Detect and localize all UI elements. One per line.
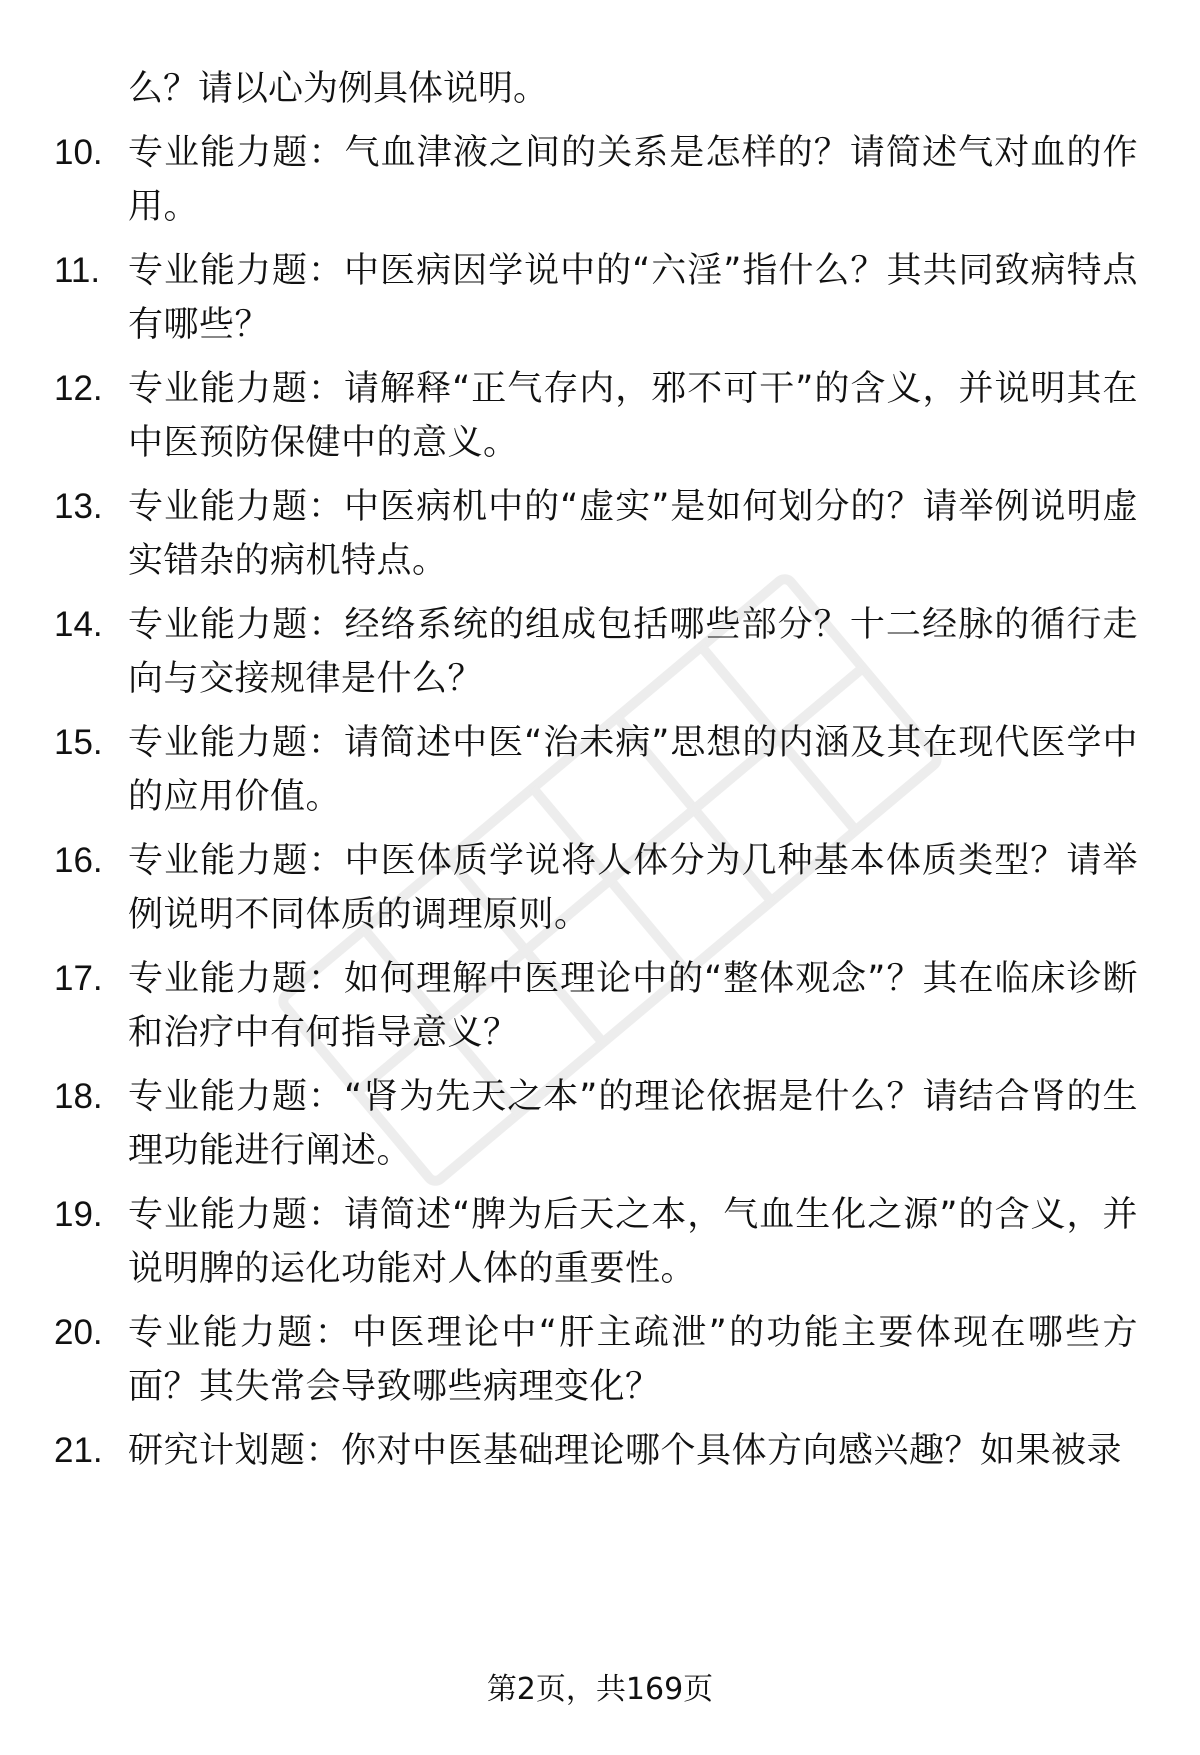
question-number: 20. xyxy=(54,1313,103,1352)
question-text: 专业能力题：如何理解中医理论中的“整体观念”？其在临床诊断和治疗中有何指导意义？ xyxy=(128,959,1138,1053)
question-number: 14. xyxy=(54,605,103,644)
question-number: 18. xyxy=(54,1077,103,1116)
question-text: 专业能力题：“肾为先天之本”的理论依据是什么？请结合肾的生理功能进行阐述。 xyxy=(128,1077,1138,1171)
question-text: 专业能力题：请简述中医“治未病”思想的内涵及其在现代医学中的应用价值。 xyxy=(128,723,1138,817)
question-number: 21. xyxy=(54,1431,103,1470)
question-number: 16. xyxy=(54,841,103,880)
question-text: 研究计划题：你对中医基础理论哪个具体方向感兴趣？如果被录 xyxy=(128,1431,1123,1471)
question-text: 专业能力题：请简述“脾为后天之本，气血生化之源”的含义，并说明脾的运化功能对人体的重要性。 xyxy=(128,1195,1138,1289)
question-text: 专业能力题：中医体质学说将人体分为几种基本体质类型？请举例说明不同体质的调理原则。 xyxy=(128,841,1138,935)
question-text: 专业能力题：中医病机中的“虚实”是如何划分的？请举例说明虚实错杂的病机特点。 xyxy=(128,487,1138,581)
question-text: 专业能力题：气血津液之间的关系是怎样的？请简述气对血的作用。 xyxy=(128,133,1138,227)
question-number: 12. xyxy=(54,369,103,408)
question-number: 13. xyxy=(54,487,103,526)
page-footer: 第2页，共169页 xyxy=(486,1672,714,1707)
continuation-text: 么？请以心为例具体说明。 xyxy=(128,69,549,109)
question-number: 17. xyxy=(54,959,103,998)
question-number: 19. xyxy=(54,1195,103,1234)
question-text: 专业能力题：请解释“正气存内，邪不可干”的含义，并说明其在中医预防保健中的意义。 xyxy=(128,369,1138,463)
question-text: 专业能力题：经络系统的组成包括哪些部分？十二经脉的循行走向与交接规律是什么？ xyxy=(128,605,1138,699)
question-text: 专业能力题：中医病因学说中的“六淫”指什么？其共同致病特点有哪些？ xyxy=(128,251,1138,345)
question-number: 11. xyxy=(54,251,101,290)
question-number: 15. xyxy=(54,723,103,762)
question-number: 10. xyxy=(54,133,103,172)
question-text: 专业能力题：中医理论中“肝主疏泄”的功能主要体现在哪些方面？其失常会导致哪些病理变化？ xyxy=(128,1313,1138,1407)
